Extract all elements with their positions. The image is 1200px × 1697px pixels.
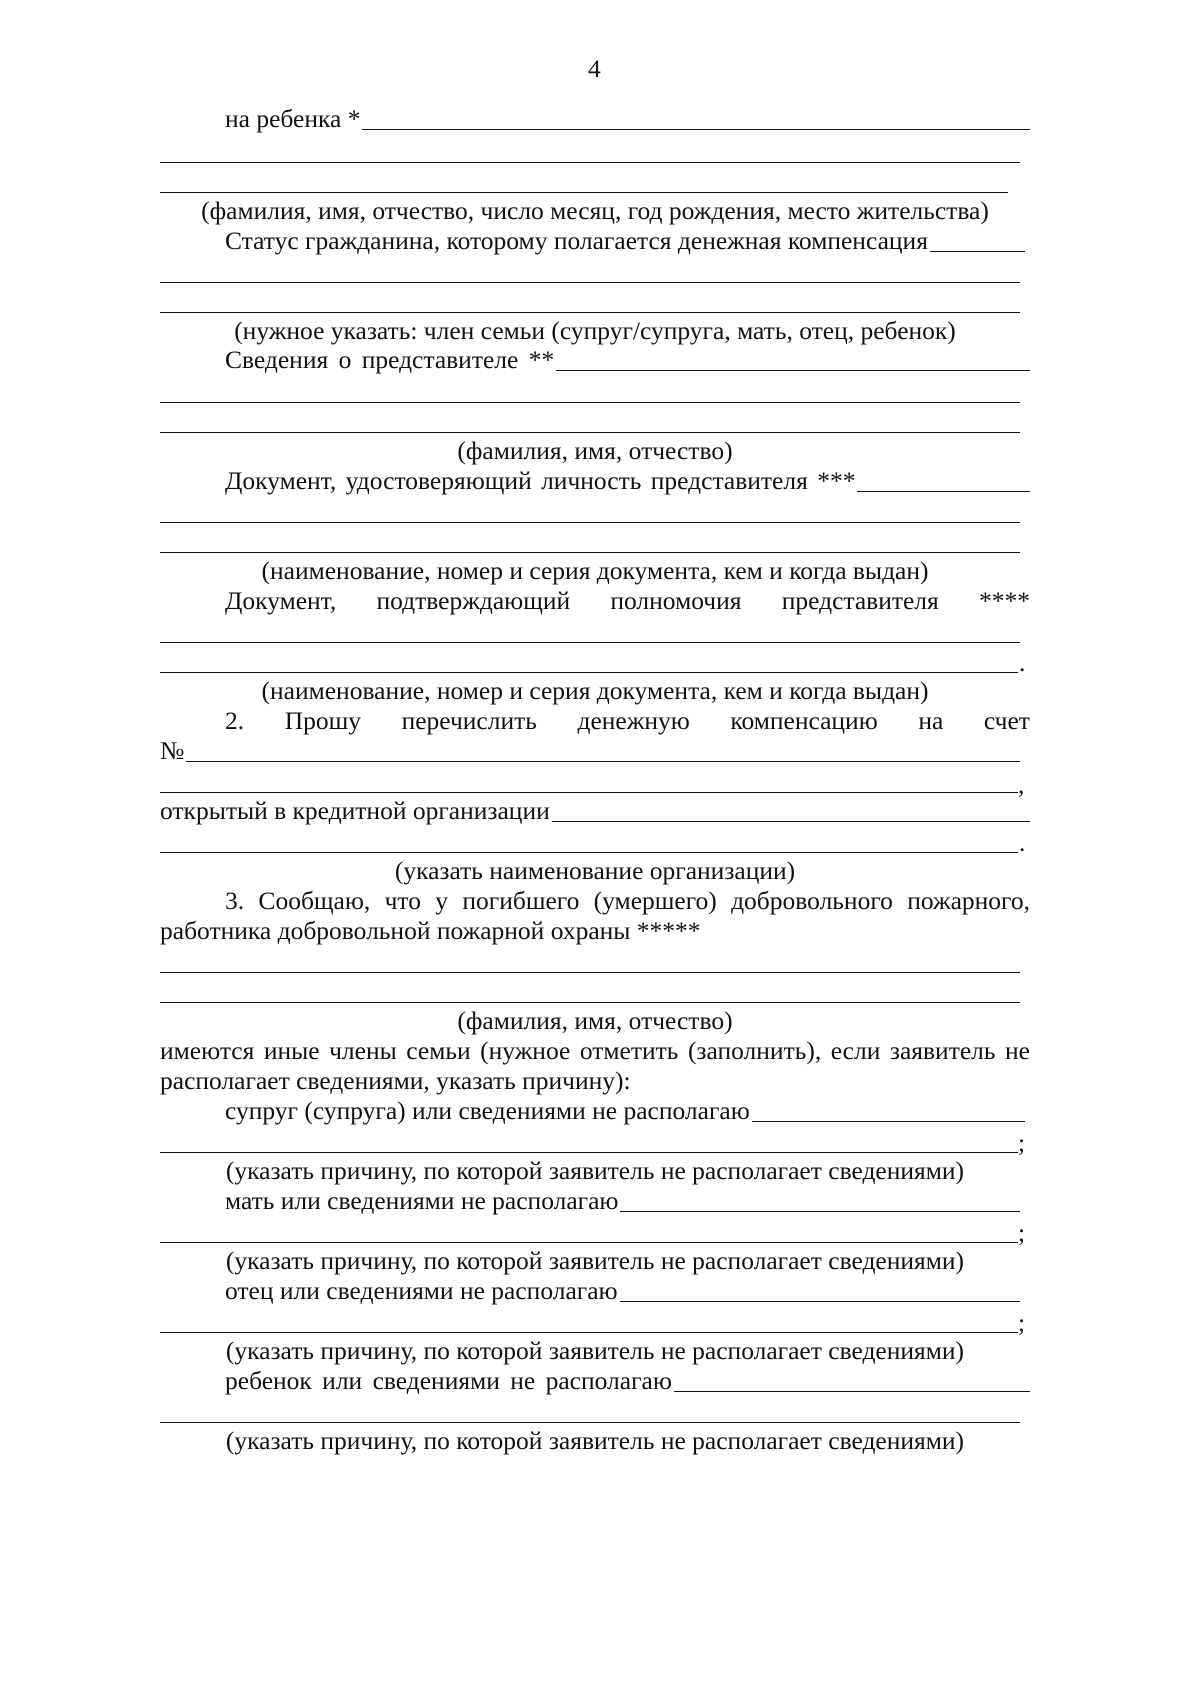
account-number-field[interactable] xyxy=(160,736,1020,766)
spouse-field[interactable] xyxy=(225,1096,1025,1126)
father-label: отец или сведениями не располагаю xyxy=(225,1276,618,1305)
family-line-1: имеются иные члены семьи (нужное отметить (заполнить), если заявитель не xyxy=(160,1036,1030,1065)
deceased-line-2[interactable] xyxy=(160,1002,1020,1003)
representative-line-2[interactable] xyxy=(160,402,1020,403)
deceased-line-1[interactable] xyxy=(160,972,1020,973)
bank-caption: (указать наименование организации) xyxy=(394,856,796,885)
status-caption: (нужное указать: член семьи (супруг/супруга, мать, отец, ребенок) xyxy=(234,316,956,345)
rep-id-doc-label: Документ, удостоверяющий личность представителя *** xyxy=(225,466,856,495)
item2-word: компенсацию xyxy=(730,706,878,735)
item3-line-2: работника добровольной пожарной охраны ***** xyxy=(160,916,701,945)
child-field[interactable] xyxy=(225,104,1030,134)
child-label: на ребенка * xyxy=(225,104,361,133)
father-semicolon: ; xyxy=(1018,1308,1026,1337)
child-caption: (фамилия, имя, отчество, число месяц, год рождения, место жительства) xyxy=(201,196,989,225)
rep-id-doc-caption: (наименование, номер и серия документа, кем и когда выдан) xyxy=(261,556,929,585)
bank-input-line[interactable] xyxy=(552,821,1030,822)
child-line-3[interactable] xyxy=(160,192,1008,193)
child-member-reason-line[interactable] xyxy=(160,1422,1020,1423)
number-sign: № xyxy=(160,736,185,765)
child-member-input-line[interactable] xyxy=(674,1391,1030,1392)
father-reason-caption: (указать причину, по которой заявитель не располагает сведениями) xyxy=(225,1336,965,1365)
item2-word: 2. xyxy=(225,706,245,735)
father-field[interactable] xyxy=(225,1276,1020,1306)
mother-field[interactable] xyxy=(225,1186,1020,1216)
bank-label: открытый в кредитной организации xyxy=(160,796,550,825)
child-input-line[interactable] xyxy=(362,129,1030,130)
child-member-reason-caption: (указать причину, по которой заявитель не располагает сведениями) xyxy=(225,1426,965,1455)
representative-field[interactable] xyxy=(225,345,1030,375)
rep-authority-word: **** xyxy=(978,586,1030,615)
deceased-caption: (фамилия, имя, отчество) xyxy=(457,1006,733,1035)
spouse-semicolon: ; xyxy=(1018,1128,1026,1157)
rep-id-doc-input-line[interactable] xyxy=(857,491,1030,492)
rep-authority-doc-label xyxy=(225,586,1030,616)
item2-label xyxy=(225,706,1030,736)
bank-field[interactable] xyxy=(160,796,1030,826)
status-label: Статус гражданина, которому полагается денежная компенсация xyxy=(225,226,928,255)
representative-caption: (фамилия, имя, отчество) xyxy=(457,436,733,465)
spouse-label: супруг (супруга) или сведениями не располагаю xyxy=(225,1096,750,1125)
child-line-2[interactable] xyxy=(160,162,1020,163)
item2-word: счет xyxy=(983,706,1030,735)
rep-authority-line-1[interactable] xyxy=(160,642,1020,643)
representative-input-line[interactable] xyxy=(556,370,1030,371)
representative-line-3[interactable] xyxy=(160,432,1020,433)
item2-word: денежную xyxy=(577,706,690,735)
child-member-label: ребенок или сведениями не располагаю xyxy=(225,1366,672,1395)
rep-authority-word: Документ, xyxy=(225,586,337,615)
father-input-line[interactable] xyxy=(620,1301,1020,1302)
mother-label: мать или сведениями не располагаю xyxy=(225,1186,619,1215)
rep-authority-word: представителя xyxy=(781,586,939,615)
status-field[interactable] xyxy=(225,226,1025,256)
account-number-line-2[interactable] xyxy=(160,792,1018,793)
spouse-input-line[interactable] xyxy=(752,1121,1025,1122)
account-number-input-line[interactable] xyxy=(186,761,1020,762)
representative-label: Сведения о представителе ** xyxy=(225,345,555,374)
rep-authority-line-2[interactable] xyxy=(160,672,1018,673)
item2-word: Прошу xyxy=(284,706,361,735)
spouse-reason-caption: (указать причину, по которой заявитель не располагает сведениями) xyxy=(225,1156,965,1185)
status-input-line[interactable] xyxy=(930,251,1025,252)
bank-period: . xyxy=(1019,828,1026,857)
rep-authority-period: . xyxy=(1019,648,1026,677)
rep-id-doc-line-3[interactable] xyxy=(160,552,1020,553)
status-line-2[interactable] xyxy=(160,282,1020,283)
child-member-field[interactable] xyxy=(225,1366,1030,1396)
father-reason-line[interactable] xyxy=(160,1332,1018,1333)
rep-id-doc-line-2[interactable] xyxy=(160,522,1020,523)
spouse-reason-line[interactable] xyxy=(160,1152,1018,1153)
rep-authority-word: подтверждающий xyxy=(376,586,571,615)
item2-word: перечислить xyxy=(401,706,537,735)
item2-word: на xyxy=(918,706,944,735)
mother-reason-caption: (указать причину, по которой заявитель не располагает сведениями) xyxy=(225,1246,965,1275)
mother-reason-line[interactable] xyxy=(160,1242,1018,1243)
rep-authority-word: полномочия xyxy=(610,586,742,615)
mother-semicolon: ; xyxy=(1018,1218,1026,1247)
status-line-3[interactable] xyxy=(160,312,1020,313)
family-line-2: располагает сведениями, указать причину): xyxy=(160,1066,631,1095)
rep-id-doc-field[interactable] xyxy=(225,466,1030,496)
page-number: 4 xyxy=(588,54,601,83)
bank-line-2[interactable] xyxy=(160,852,1018,853)
mother-input-line[interactable] xyxy=(620,1211,1020,1212)
item3-line-1: 3. Сообщаю, что у погибшего (умершего) добровольного пожарного, xyxy=(225,886,1030,915)
account-comma: , xyxy=(1018,770,1025,799)
rep-authority-caption: (наименование, номер и серия документа, кем и когда выдан) xyxy=(261,676,929,705)
